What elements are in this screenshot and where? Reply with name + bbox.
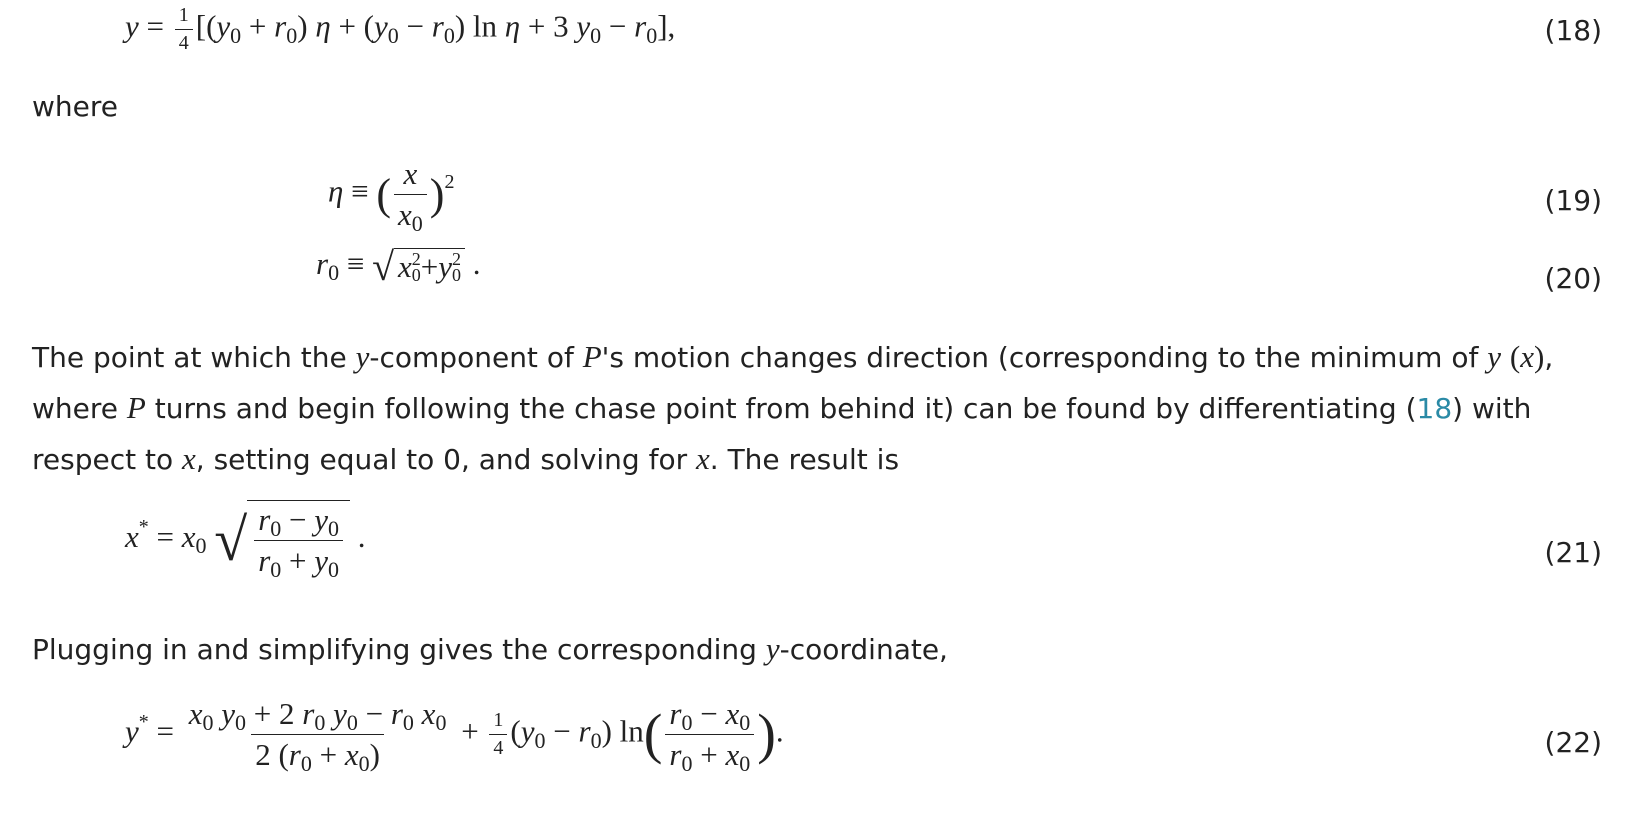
- equation-18: y = $\frac{1}{4}$ [(y0 + r0) η + (y0 − r0) ln η + 3 y0 − r0],: [125, 4, 676, 54]
- paragraph-2: Plugging in and simplifying gives the corresponding y-coordinate,: [32, 631, 948, 666]
- equation-number-22: (22): [1544, 726, 1602, 759]
- equation-22: y* = $\frac{x0 y0 + 2 r0 y0 - r0 x0}{2 (r0 + x0)}$ + $\frac{1}{4}$ (y0 − r0) ln( $\frac{r0 - x0}{r0 + x0}$ ).: [125, 696, 784, 776]
- equation-19: η ≡ ( $\frac{x}{x0}$ )$^2$: [328, 156, 455, 236]
- equation-number-18: (18): [1544, 14, 1602, 47]
- equation-number-20: (20): [1544, 262, 1602, 295]
- equation-20: r0 ≡ √ x 2 0 + y 2 0 .: [316, 243, 481, 289]
- equation-21: x* = x0 √ $\frac{r0 - y0}{r0 + y0}$ .: [125, 502, 366, 582]
- equation-18-link[interactable]: 18: [1416, 392, 1453, 425]
- equation-number-21: (21): [1544, 536, 1602, 569]
- where-label: where: [32, 90, 118, 123]
- paragraph-1: The point at which the y-component of P's motion changes direction (corresponding to the minimum of y (x), where P turns and begin following the chase point from behind it) can be found by differentiating (18) with respect to x, setting equal to 0, and solving for x. The result is: [32, 339, 1554, 476]
- equation-number-19: (19): [1544, 184, 1602, 217]
